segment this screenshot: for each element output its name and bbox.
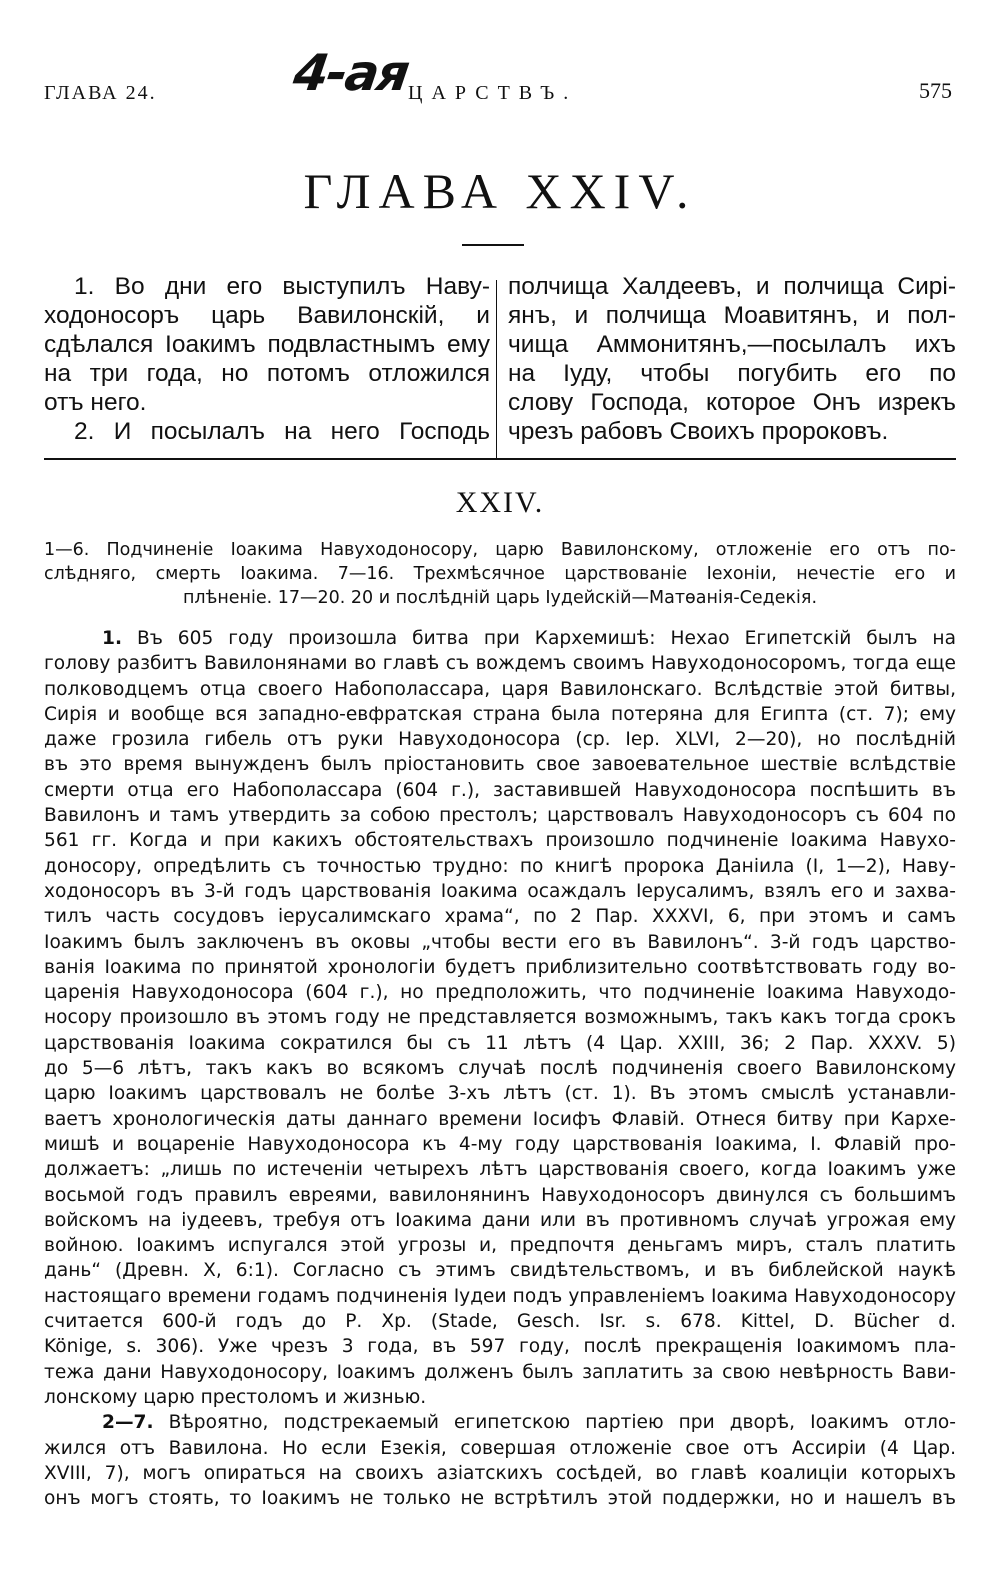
commentary-line: войскомъ на іудеевъ, требуя отъ Іоакима дани или въ противномъ случаѣ угрожая ему — [44, 1209, 956, 1231]
commentary-line: должаетъ: „лишь по истеченіи четырехъ лѣтъ царствованія своего, когда Іоакимъ уже — [44, 1159, 956, 1181]
chapter-title: ГЛАВА XXIV. — [303, 163, 697, 219]
commentary-line: тежа дани Навуходоносору, Іоакимъ долженъ былъ заплатить за свою невѣрность Вави- — [44, 1361, 956, 1383]
verse-line: 2. И посылалъ на него Господь — [74, 418, 490, 445]
verse-line: слову Господа, которое Онъ изрекъ — [508, 389, 956, 416]
commentary-line: доносору, опредѣлить съ точностью трудно: по книгѣ пророка Даніила (I, 1—2), Наву- — [44, 855, 956, 877]
commentary-line: носору произошло въ этомъ году не представляется возможнымъ, такъ какъ тогда срокъ — [44, 1007, 956, 1029]
commentary-line: царю Іоакимъ царствовалъ не болѣе 3-хъ лѣтъ (ст. 1). Въ этомъ смыслѣ устанавли- — [44, 1083, 956, 1105]
summary-line: слѣдняго, смерть Іоакима. 7—16. Трехмѣсячное царствованіе Іехоніи, нечестіе его и — [44, 564, 956, 584]
commentary-text — [44, 626, 956, 1511]
commentary-line: считается 600-й годъ до Р. Хр. (Stade, Gesch. Isr. s. 678. Kittel, D. Bücher d. — [44, 1311, 956, 1333]
commentary-line: 2—7. Вѣроятно, подстрекаемый египетскою партіею при дворѣ, Іоакимъ отло- — [102, 1412, 956, 1434]
commentary-line: дань“ (Древн. X, 6:1). Согласно съ этимъ свидѣтельствомъ, и въ библейской наукѣ — [44, 1260, 956, 1282]
commentary-line: жился отъ Вавилона. Но если Езекія, совершая отложеніе свое отъ Ассиріи (4 Цар. — [44, 1437, 956, 1459]
commentary-line: царенія Навуходоносора (604 г.), но предположить, что подчиненіе Іоакима Навуходо- — [44, 982, 956, 1004]
column-divider — [496, 280, 497, 460]
commentary-line: царствованія Іоакима сократился бы съ 11 лѣтъ (4 Цар. XXIII, 36; 2 Пар. XXXV. 5) — [44, 1032, 956, 1054]
verse-line: 1. Во дни его выступилъ Наву- — [74, 273, 490, 300]
verse-line: на Іуду, чтобы погубить его по — [508, 360, 956, 387]
running-header-chapter: ГЛАВА 24. — [44, 82, 157, 104]
commentary-line: до 5—6 лѣтъ, такъ какъ во всякомъ случаѣ послѣ подчиненія своего Вавилонскому — [44, 1058, 956, 1080]
running-header — [44, 44, 956, 116]
handwritten-annotation: 4-ая — [289, 44, 412, 102]
summary-line: 1—6. Подчиненіе Іоакима Навуходоносору, царю Вавилонскому, отложеніе его отъ по- — [44, 540, 956, 560]
commentary-line: лонскому царю престоломъ и жизнью. — [44, 1386, 427, 1408]
scripture-text — [44, 272, 956, 468]
commentary-line: смерти отца его Набополассара (604 г.), заставившей Навуходоносора поспѣшить въ — [44, 779, 956, 801]
commentary-line: мишѣ и воцареніе Навуходоносора къ 4-му году царствованія Іоакима, I. Флавій про- — [44, 1133, 956, 1155]
commentary-line: полководцемъ отца своего Набополассара, царя Вавилонскаго. Вслѣдствіе этой битвы, — [44, 678, 956, 700]
scripture-left-column — [44, 272, 490, 446]
title-rule — [462, 244, 524, 246]
commentary-line: 561 гг. Когда и при какихъ обстоятельствахъ произошло подчиненіе Іоакима Навухо- — [44, 830, 956, 852]
commentary-line: тилъ часть сосудовъ іерусалимскаго храма“, по 2 Пар. XXXVI, 6, при этомъ и самъ — [44, 906, 956, 928]
verse-line: отъ него. — [44, 389, 147, 416]
commentary-section-title: XXIV. — [455, 486, 545, 519]
paragraph-number: 2—7. — [102, 1412, 154, 1434]
commentary-line: голову разбитъ Вавилонянами во главѣ съ вождемъ своимъ Навуходоносоромъ, тогда еще — [44, 653, 956, 675]
verse-line: полчища Халдеевъ, и полчища Сирі- — [508, 273, 956, 300]
commentary-line: Könige, s. 306). Уже чрезъ 3 года, въ 597 году, послѣ прекращенія Іоакимомъ пла- — [44, 1336, 956, 1358]
verse-line: сдѣлался Іоакимъ подвластнымъ ему — [44, 331, 490, 358]
verse-line: янъ, и полчища Моавитянъ, и пол- — [508, 302, 956, 329]
commentary-line: настоящаго времени годамъ подчиненія Іудеи подъ управленіемъ Іоакима Навуходоносору — [44, 1285, 956, 1307]
verse-line: ходоносоръ царь Вавилонскій, и — [44, 302, 490, 329]
commentary-line: Вавилонъ и тамъ утвердить за собою престолъ; царствовалъ Навуходоносоръ съ 604 по — [44, 805, 956, 827]
commentary-line: ходоносоръ въ 3-й годъ царствованія Іоакима осаждалъ Іерусалимъ, взялъ его и захва- — [44, 880, 956, 902]
verse-line: на три года, но потомъ отложился — [44, 360, 490, 387]
paragraph-number: 1. — [102, 628, 123, 649]
commentary-line: восьмой годъ правилъ евреями, вавилонянинъ Навуходоносоръ двинулся съ большимъ — [44, 1184, 956, 1206]
chapter-summary — [44, 538, 956, 610]
commentary-line: даже грозила гибель отъ руки Навуходоносора (ср. Іер. XLVI, 2—20), но послѣдній — [44, 729, 956, 751]
commentary-line: Сирія и вообще вся западно-евфратская страна была потеряна для Египта (ст. 7); ему — [44, 703, 956, 725]
page-number: 575 — [919, 78, 952, 103]
commentary-line: въ это время вынужденъ былъ пріостановить свое завоевательное шествіе вслѣдствіе — [44, 754, 956, 776]
commentary-line: Іоакимъ былъ заключенъ въ оковы „чтобы вести его въ Вавилонъ“. 3-й годъ царство- — [44, 931, 956, 953]
commentary-line: ваетъ хронологическія даты даннаго времени Іосифъ Флавій. Отнеся битву при Кархе- — [44, 1108, 956, 1130]
scripture-right-column — [508, 272, 956, 446]
summary-line: плѣненіе. 17—20. 20 и послѣдній царь Іудейскій—Матѳанія-Седекія. — [182, 588, 818, 608]
commentary-line: XVIII, 7), могъ опираться на своихъ азіатскихъ сосѣдей, во главѣ коалиціи которыхъ — [44, 1462, 956, 1484]
commentary-line: войною. Іоакимъ испугался этой угрозы и, предпочтя деньгамъ миръ, сталъ платить — [44, 1235, 956, 1257]
section-rule — [44, 458, 956, 460]
commentary-line: ванія Іоакима по принятой хронологіи будетъ приблизительно соотвѣтствовать году во- — [44, 956, 956, 978]
commentary-line: 1. Въ 605 году произошла битва при Кархемишѣ: Нехао Египетскій былъ на — [102, 628, 956, 649]
commentary-line: онъ могъ стоять, то Іоакимъ не только не встрѣтилъ этой поддержки, но и нашелъ въ — [44, 1488, 956, 1510]
verse-line: чрезъ рабовъ Своихъ пророковъ. — [508, 418, 889, 445]
running-header-book-title: ЦАРСТВЪ. — [408, 82, 578, 104]
verse-line: чища Аммонитянъ,—посылалъ ихъ — [508, 331, 956, 358]
